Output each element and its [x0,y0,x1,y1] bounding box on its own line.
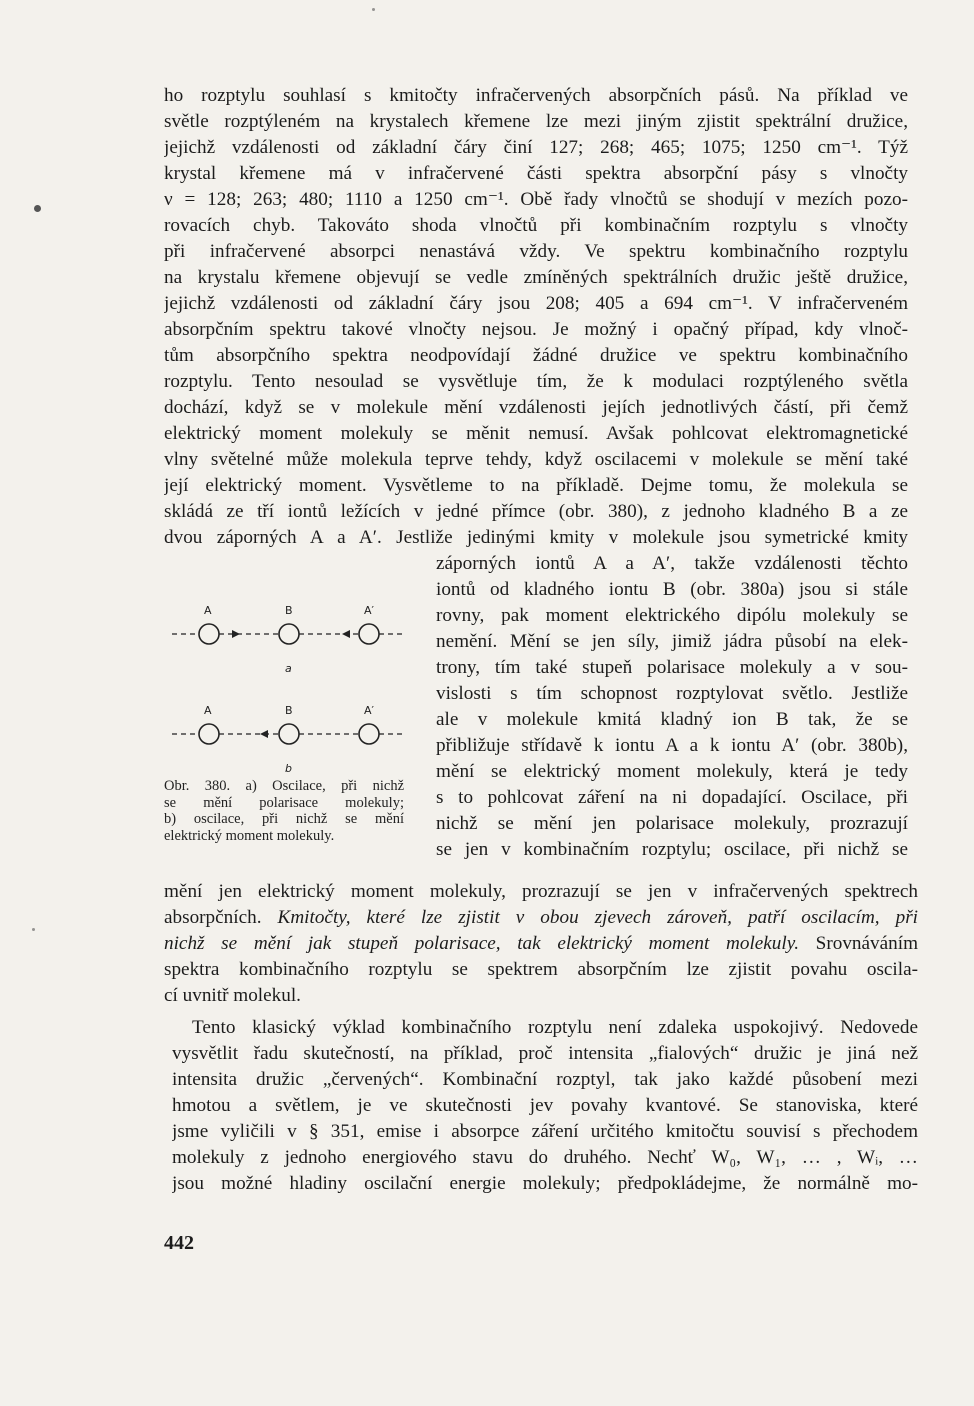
text-line: iontů od kladného iontu B (obr. 380a) jsou si stále [436,579,908,600]
text-run: Srovnáváním [799,933,918,954]
text-line: jsou možné hladiny oscilační energie molekuly; předpokládejme, že normálně mo- [172,1173,918,1194]
caption-line: se mění polarisace molekuly; [164,794,404,811]
text-line: cí uvnitř molekul. [164,985,301,1006]
text-line: trony, tím také stupeň polarisace molekuly a v sou- [436,657,908,678]
figure-caption [164,778,404,844]
text-line: na krystalu křemene objevují se vedle zmíněných spektrálních družic ještě družice, [164,267,908,288]
text-line: s to pohlcovat záření na ni dopadající. Oscilace, při [436,787,908,808]
caption-line: b) oscilace, při nichž se mění [164,811,404,828]
scan-speck [32,928,35,931]
text-line: jsme vyličili v § 351, emise i absorpce záření určitého kmitočtu souvisí s přechodem [172,1121,918,1142]
text-line: ho rozptylu souhlasí s kmitočty infračervených absorpčních pásů. Na příklad ve [164,85,908,106]
ion-circle-b [279,724,299,744]
emphasis-text: Kmitočty, které lze zjistit v obou zjevech zároveň, patří oscilacím, při [261,907,918,928]
text-line: při infračervené absorpci nenastává vždy. Ve spektru kombinačního rozptylu [164,241,908,262]
text-line: ν = 128; 263; 480; 1110 a 1250 cm⁻¹. Obě řady vlnočtů se shodují v mezích pozo- [164,189,908,210]
arrow-left-icon [342,630,350,638]
text-line: jejichž vzdálenosti od základní čáry jsou 208; 405 a 694 cm⁻¹. V infračerveném [164,293,908,314]
text-line: Tento klasický výklad kombinačního rozptylu není zdaleka uspokojivý. Nedovede [192,1017,918,1038]
text-line: krystal křemene má v infračervené části spektra absorpční pásy s vlnočty [164,163,908,184]
text-line: hmotou a světlem, je ve skutečnosti jev povahy kvantové. Se stanoviska, které [172,1095,918,1116]
text-line: mění jen elektrický moment molekuly, prozrazují se jen v infračervených spektrech [164,881,918,902]
text-line: nichž se mění jen polarisace molekuly, prozrazují [436,813,908,834]
ion-label-a: A [204,704,212,717]
text-line: vlny světelné může molekula teprve tehdy, když oscilacemi v molekule se mění také [164,449,908,470]
arrow-right-icon [232,630,240,638]
text-line: jejichž vzdálenosti od základní čáry činí 127; 268; 465; 1075; 1250 cm⁻¹. Týž [164,137,908,158]
text-line: její elektrický moment. Vysvětleme to na příkladě. Dejme tomu, že molekula se [164,475,908,496]
ion-circle-a-prime [359,624,379,644]
text-line: absorpčním spektru takové vlnočty nejsou. Je možný i opačný případ, kdy vlnoč- [164,319,908,340]
text-line: elektrický moment molekuly se měnit nemusí. Avšak pohlcovat elektromagnetické [164,423,908,444]
text-line: dvou záporných A a A′. Jestliže jedinými kmity v molekule jsou symetrické kmity [164,527,908,548]
page-number: 442 [164,1232,194,1254]
text-line: skládá ze tří iontů ležících v jedné přímce (obr. 380), z jednoho kladného B a ze [164,501,908,522]
text-line: tům absorpčního spektra neodpovídají žádné družice ve spektru kombinačního [164,345,908,366]
ion-label-a-prime: A′ [364,604,375,617]
text-line: mění se elektrický moment molekuly, která je tedy [436,761,908,782]
text-line: rovacích chyb. Takováto shoda vlnočtů při kombinačním rozptylu s vlnočty [164,215,908,236]
scan-speck [372,8,375,11]
text-line [164,906,918,930]
ion-circle-a-prime [359,724,379,744]
text-line: nemění. Mění se jen síly, jimiž jádra působí na elek- [436,631,908,652]
text-line: dochází, když se v molekule mění vzdálenosti jejích jednotlivých částí, při čemž [164,397,908,418]
text-line: se jen v kombinačním rozptylu; oscilace, při nichž se [436,839,908,860]
caption-line: elektrický moment molekuly. [164,827,335,844]
text-line: rovny, pak moment elektrického dipólu molekuly se [436,605,908,626]
ion-circle-b [279,624,299,644]
ion-label-a: A [204,604,212,617]
text-line: vysvětlit řadu skutečností, na příklad, proč intensita „fialových“ družic je jiná než [172,1043,918,1064]
emphasis-text: nichž se mění jak stupeň polarisace, tak elektrický moment molekuly. [164,933,799,954]
ion-circle-a [199,624,219,644]
text-line: vislosti s tím schopnost rozptylovat světlo. Jestliže [436,683,908,704]
text-line: molekuly z jednoho energiového stavu do druhého. Nechť W₀, W₁, … , Wᵢ, … [172,1147,918,1168]
caption-line: Obr. 380. a) Oscilace, při nichž [164,778,404,794]
text-run: absorpčních. [164,907,262,928]
text-line: intensita družic „červených“. Kombinační rozptyl, tak jako každé působení mezi [172,1069,918,1090]
figure-row-a [172,604,404,675]
ion-label-b: B [285,704,293,717]
text-line: světle rozptýleném na krystalech křemene lze mezi jiným zjistit spektrální družice, [164,111,908,132]
scan-speck [34,205,41,212]
text-line: přibližuje střídavě k iontu A a k iontu A′ (obr. 380b), [436,735,908,756]
molecule-oscillation-figure [164,596,414,776]
figure-row-b [172,704,404,775]
text-line: ale v molekule kmitá kladný ion B tak, že se [436,709,908,730]
text-line [164,932,918,956]
figure-label-a: a [285,662,292,675]
text-line: rozptylu. Tento nesoulad se vysvětluje tím, že k modulaci rozptýleného světla [164,371,908,392]
text-line: záporných iontů A a A′, takže vzdálenosti těchto [436,553,908,574]
ion-label-b: B [285,604,293,617]
arrow-left-icon [260,730,268,738]
ion-circle-a [199,724,219,744]
ion-label-a-prime: A′ [364,704,375,717]
figure-label-b: b [285,762,292,775]
text-line: spektra kombinačního rozptylu se spektrem absorpčním lze zjistit povahu oscila- [164,959,918,980]
